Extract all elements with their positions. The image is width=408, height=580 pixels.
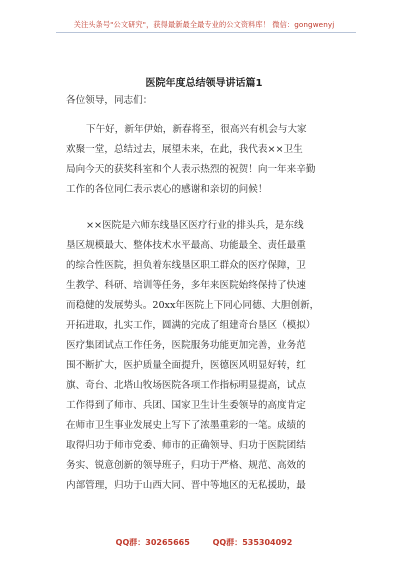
body-line: 工作的各位同仁表示衷心的感谢和亲切的问候！: [66, 184, 268, 195]
body-line: 旗、奇台、北塔山牧场医院各项工作指标明显提高，试点: [66, 380, 306, 391]
body-line: ××医院是六师东线垦区医疗行业的排头兵，是东线: [86, 220, 304, 231]
body-line: 垦区规模最大、整体技术水平最高、功能最全、责任最重: [66, 240, 306, 251]
body-line: 在师市卫生事业发展史上写下了浓墨重彩的一笔。成绩的: [66, 420, 306, 431]
body-line: 而稳健的发展势头。20xx年医院上下同心同德、大胆创新，: [66, 300, 320, 311]
footer-qq-group-1: QQ群：30265665: [115, 538, 190, 547]
body-line: 开拓进取，扎实工作，圆满的完成了组建奇台垦区（模拟）: [66, 320, 316, 331]
body-line: 欢聚一堂，总结过去，展望未来，在此，我代表××卫生: [66, 144, 303, 155]
greeting: 各位领导，同志们：: [66, 95, 153, 106]
body-line: 内部管理，归功于山西大同、晋中等地区的无私援助，最: [66, 480, 306, 491]
body-line: 取得归功于师市党委、师市的正确领导、归功于医院团结: [66, 440, 306, 451]
body-line: 的综合性医院，担负着东线垦区职工群众的医疗保障，卫: [66, 260, 306, 271]
body-line: 围不断扩大，医护质量全面提升，医德医风明显好转，红: [66, 360, 306, 371]
header-banner: 关注头条号"公文研究"，获得最新最全最专业的公文资料库！ 微信：gongwenyj: [73, 20, 335, 29]
body-line: 下午好，新年伊始，新春将至，很高兴有机会与大家: [86, 124, 307, 135]
body-line: 局向今天的获奖科室和个人表示热烈的祝贺！向一年来辛勤: [66, 164, 316, 175]
body-line: 生教学、科研、培训等任务，多年来医院始终保持了快速: [66, 280, 306, 291]
body-line: 医疗集团试点工作任务，医院服务功能更加完善，业务范: [66, 340, 306, 351]
footer-contact: [0, 537, 408, 548]
footer-qq-group-2: QQ群：535304092: [212, 538, 293, 547]
body-line: 工作得到了师市、兵团、国家卫生计生委领导的高度肯定: [66, 400, 306, 411]
body-line: 务实、锐意创新的领导班子，归功于严格、规范、高效的: [66, 460, 306, 471]
document-title: 医院年度总结领导讲话篇1: [145, 78, 263, 89]
header-divider: [56, 32, 356, 33]
